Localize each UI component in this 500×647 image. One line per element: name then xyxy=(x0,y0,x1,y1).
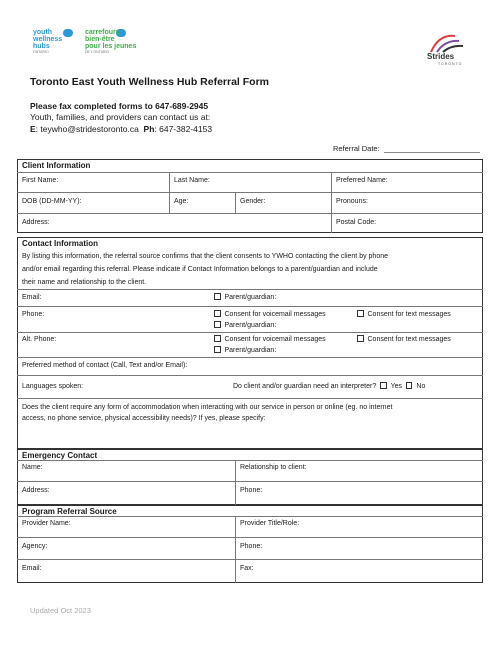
program-fax-field[interactable]: Fax: xyxy=(240,565,254,572)
program-phone-field[interactable]: Phone: xyxy=(240,543,263,550)
agency-field[interactable]: Agency: xyxy=(22,543,48,550)
address-field[interactable]: Address: xyxy=(22,219,50,226)
alt-phone-parent-guardian-checkbox[interactable]: Parent/guardian: xyxy=(214,346,276,355)
alt-phone-field[interactable]: Alt. Phone: xyxy=(22,336,57,343)
phone-parent-guardian-checkbox[interactable]: Parent/guardian: xyxy=(214,321,276,330)
emergency-name-field[interactable]: Name: xyxy=(22,464,43,471)
emergency-phone-field[interactable]: Phone: xyxy=(240,487,263,494)
interpreter-yes-checkbox[interactable] xyxy=(380,382,387,389)
first-name-field[interactable]: First Name: xyxy=(22,177,59,184)
preferred-contact-method-field[interactable]: Preferred method of contact (Call, Text and/or Email): xyxy=(22,362,188,369)
pronouns-field[interactable]: Pronouns: xyxy=(336,198,368,205)
emergency-address-field[interactable]: Address: xyxy=(22,487,50,494)
referral-date-label: Referral Date: xyxy=(333,144,380,153)
form-title: Toronto East Youth Wellness Hub Referral Form xyxy=(30,76,270,88)
provider-title-field[interactable]: Provider Title/Role: xyxy=(240,520,300,527)
strides-logo: Strides TORONTO xyxy=(425,32,471,68)
logo-text-en: youth wellness hubs ONTARIO xyxy=(33,29,63,54)
emergency-relationship-field[interactable]: Relationship to client: xyxy=(240,464,307,471)
fax-instruction: Please fax completed forms to 647-689-2945 xyxy=(30,101,209,111)
contact-details: E: teywho@stridestoronto.ca Ph: 647-382-4153 xyxy=(30,124,213,134)
languages-spoken-field[interactable]: Languages spoken: xyxy=(22,383,84,390)
interpreter-question: Do client and/or guardian need an interpreter? Yes No xyxy=(233,383,426,390)
phone-text-consent-checkbox[interactable]: Consent for text messages xyxy=(357,310,451,319)
last-name-field[interactable]: Last Name: xyxy=(174,177,210,184)
contact-phone-field[interactable]: Phone: xyxy=(22,311,45,318)
contact-instruction: Youth, families, and providers can contact us at: xyxy=(30,112,211,122)
program-email-field[interactable]: Email: xyxy=(22,565,42,572)
alt-phone-voicemail-consent-checkbox[interactable]: Consent for voicemail messages xyxy=(214,335,326,344)
consent-paragraph: By listing this information, the referral source confirms that the client consents to YWHO contacting the client by phone and/or email regarding this referral. Please indicate if Contact Information belongs to a parent/guardian and include their name and relationship to the client. xyxy=(22,253,388,286)
dob-field[interactable]: DOB (DD-MM-YY): xyxy=(22,198,82,205)
client-info-heading: Client Information xyxy=(22,161,91,170)
contact-email-field[interactable]: Email: xyxy=(22,294,42,301)
speech-bubble-icon xyxy=(63,29,73,37)
contact-info-heading: Contact Information xyxy=(22,239,98,248)
email-parent-guardian-checkbox[interactable]: Parent/guardian: xyxy=(214,293,276,302)
alt-phone-text-consent-checkbox[interactable]: Consent for text messages xyxy=(357,335,451,344)
phone-voicemail-consent-checkbox[interactable]: Consent for voicemail messages xyxy=(214,310,326,319)
gender-field[interactable]: Gender: xyxy=(240,198,266,205)
accommodation-question[interactable]: Does the client require any form of accommodation when interacting with our service in person or online (eg. no internet access, no phone service, physical accessibility needs)? If yes, please specify: xyxy=(22,404,393,422)
strides-swoosh-icon xyxy=(425,32,471,54)
logo-text-fr: carrefours bien-être pour les jeunes DE L'ONTARIO xyxy=(85,29,137,54)
updated-date: Updated Oct 2023 xyxy=(30,606,91,615)
emergency-contact-heading: Emergency Contact xyxy=(22,451,98,460)
preferred-name-field[interactable]: Preferred Name: xyxy=(336,177,388,184)
program-referral-heading: Program Referral Source xyxy=(22,507,117,516)
age-field[interactable]: Age: xyxy=(174,198,189,205)
postal-code-field[interactable]: Postal Code: xyxy=(336,219,377,226)
ywho-logo xyxy=(33,29,143,65)
provider-name-field[interactable]: Provider Name: xyxy=(22,520,71,527)
interpreter-no-checkbox[interactable] xyxy=(406,382,413,389)
referral-date-field[interactable] xyxy=(384,152,480,153)
client-info-section xyxy=(17,159,483,233)
